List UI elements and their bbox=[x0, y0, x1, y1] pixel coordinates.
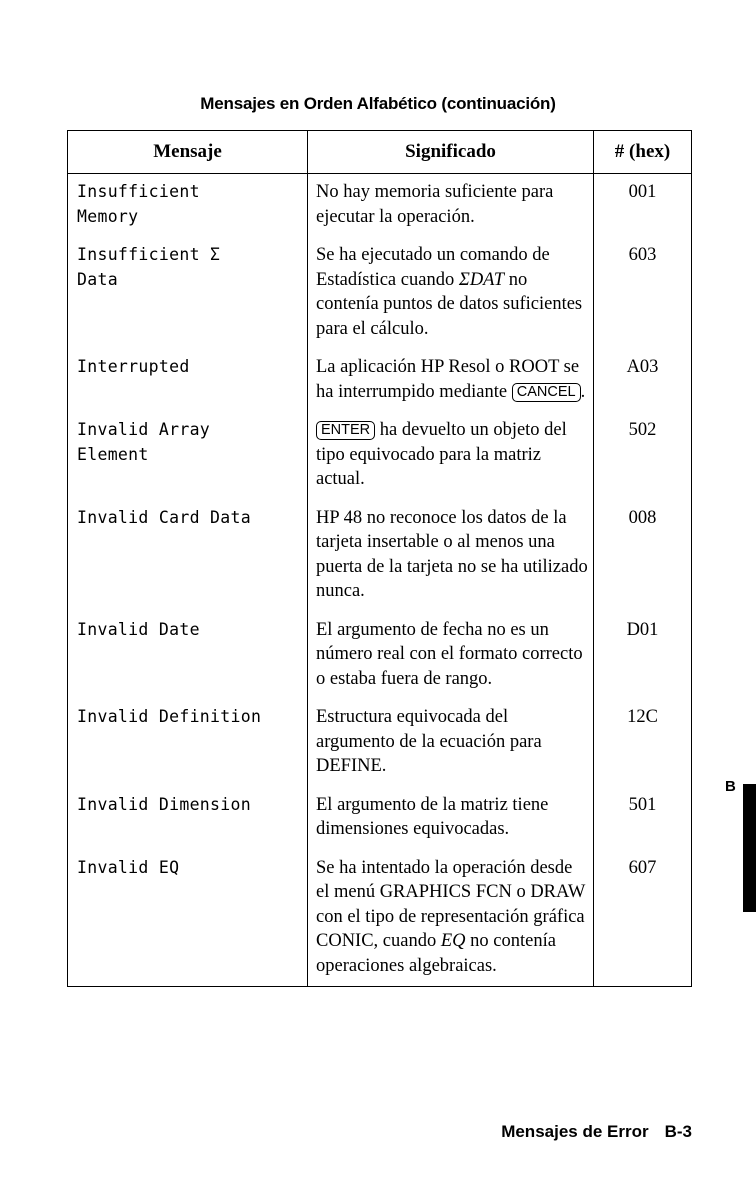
row-message: Insufficient Memory bbox=[77, 182, 200, 226]
row-message: Invalid Array Element bbox=[77, 420, 211, 464]
row-code: 001 bbox=[628, 182, 657, 202]
table-row bbox=[68, 699, 692, 787]
header-meaning: Significado bbox=[308, 131, 594, 174]
footer-section-title: Mensajes de Error bbox=[501, 1122, 649, 1141]
row-code: 607 bbox=[628, 857, 657, 878]
table-row bbox=[68, 500, 692, 612]
row-meaning bbox=[316, 850, 589, 987]
row-code: 501 bbox=[628, 794, 657, 815]
header-message: Mensaje bbox=[68, 131, 308, 174]
row-code: 12C bbox=[627, 707, 658, 727]
row-message: Invalid Dimension bbox=[77, 794, 251, 814]
row-code: 603 bbox=[628, 245, 657, 265]
page-number: B-3 bbox=[664, 1122, 692, 1141]
meaning-text: HP 48 no reconoce los datos de la tarjeta insertable o al menos una puerta de la tarjeta no se ha utilizado nunca. bbox=[316, 507, 588, 601]
row-meaning bbox=[316, 612, 589, 700]
meaning-text: El argumento de la matriz tiene dimensiones equivocadas. bbox=[316, 794, 549, 839]
row-code: D01 bbox=[626, 619, 659, 640]
meaning-text: Estructura equivocada del argumento de la ecuación para DEFINE. bbox=[316, 707, 542, 776]
row-message: Invalid Date bbox=[77, 619, 200, 639]
row-meaning bbox=[316, 787, 589, 850]
cancel-key-icon: CANCEL bbox=[512, 383, 581, 402]
table-row bbox=[68, 787, 692, 850]
page-footer bbox=[501, 1122, 692, 1142]
table-row bbox=[68, 237, 692, 349]
row-message: Invalid Definition bbox=[77, 707, 262, 726]
error-messages-table bbox=[67, 130, 692, 987]
table-row bbox=[68, 412, 692, 500]
meaning-text: No hay memoria suficiente para ejecutar la operación. bbox=[316, 182, 554, 227]
table-row bbox=[68, 850, 692, 987]
section-tab-marker bbox=[743, 784, 756, 912]
table-header-row bbox=[68, 131, 692, 174]
row-code: 008 bbox=[628, 507, 657, 528]
header-code: # (hex) bbox=[594, 131, 692, 174]
table-row bbox=[68, 174, 692, 238]
row-message: Invalid EQ bbox=[77, 857, 180, 877]
meaning-text: no contenía operaciones algebraicas. bbox=[316, 931, 556, 976]
meaning-text: El argumento de fecha no es un número real con el formato correcto o estaba fuera de rango. bbox=[316, 619, 583, 689]
row-meaning bbox=[316, 237, 589, 349]
row-meaning bbox=[316, 349, 589, 412]
row-meaning bbox=[316, 174, 589, 237]
row-meaning bbox=[316, 699, 589, 787]
enter-key-icon: ENTER bbox=[316, 421, 375, 440]
row-code: 502 bbox=[628, 420, 657, 440]
eq-variable: EQ bbox=[440, 931, 466, 951]
row-meaning bbox=[316, 412, 589, 500]
row-code: A03 bbox=[626, 357, 659, 377]
meaning-text: ha devuelto un objeto del tipo equivocado para la matriz actual. bbox=[316, 420, 567, 489]
row-message: Interrupted bbox=[77, 357, 190, 376]
meaning-text: . bbox=[580, 381, 586, 402]
meaning-text: Se ha ejecutado un comando de Estadística cuando bbox=[316, 245, 550, 290]
table-row bbox=[68, 349, 692, 412]
meaning-text: no contenía puntos de datos suficientes para el cálculo. bbox=[316, 269, 583, 339]
row-message: Invalid Card Data bbox=[77, 507, 251, 527]
meaning-text: La aplicación HP Resol o ROOT se ha interrumpido mediante bbox=[316, 357, 580, 402]
table-row bbox=[68, 612, 692, 700]
section-tab-letter: B bbox=[725, 778, 736, 795]
meaning-text: Se ha intentado la operación desde el menú GRAPHICS FCN o DRAW con el tipo de representación gráfica CONIC, cuando bbox=[316, 857, 586, 951]
row-message: Insufficient Σ Data bbox=[77, 245, 221, 289]
row-meaning bbox=[316, 500, 589, 612]
sigma-dat-variable: ΣDAT bbox=[458, 269, 505, 290]
page-title: Mensajes en Orden Alfabético (continuación) bbox=[200, 94, 556, 113]
